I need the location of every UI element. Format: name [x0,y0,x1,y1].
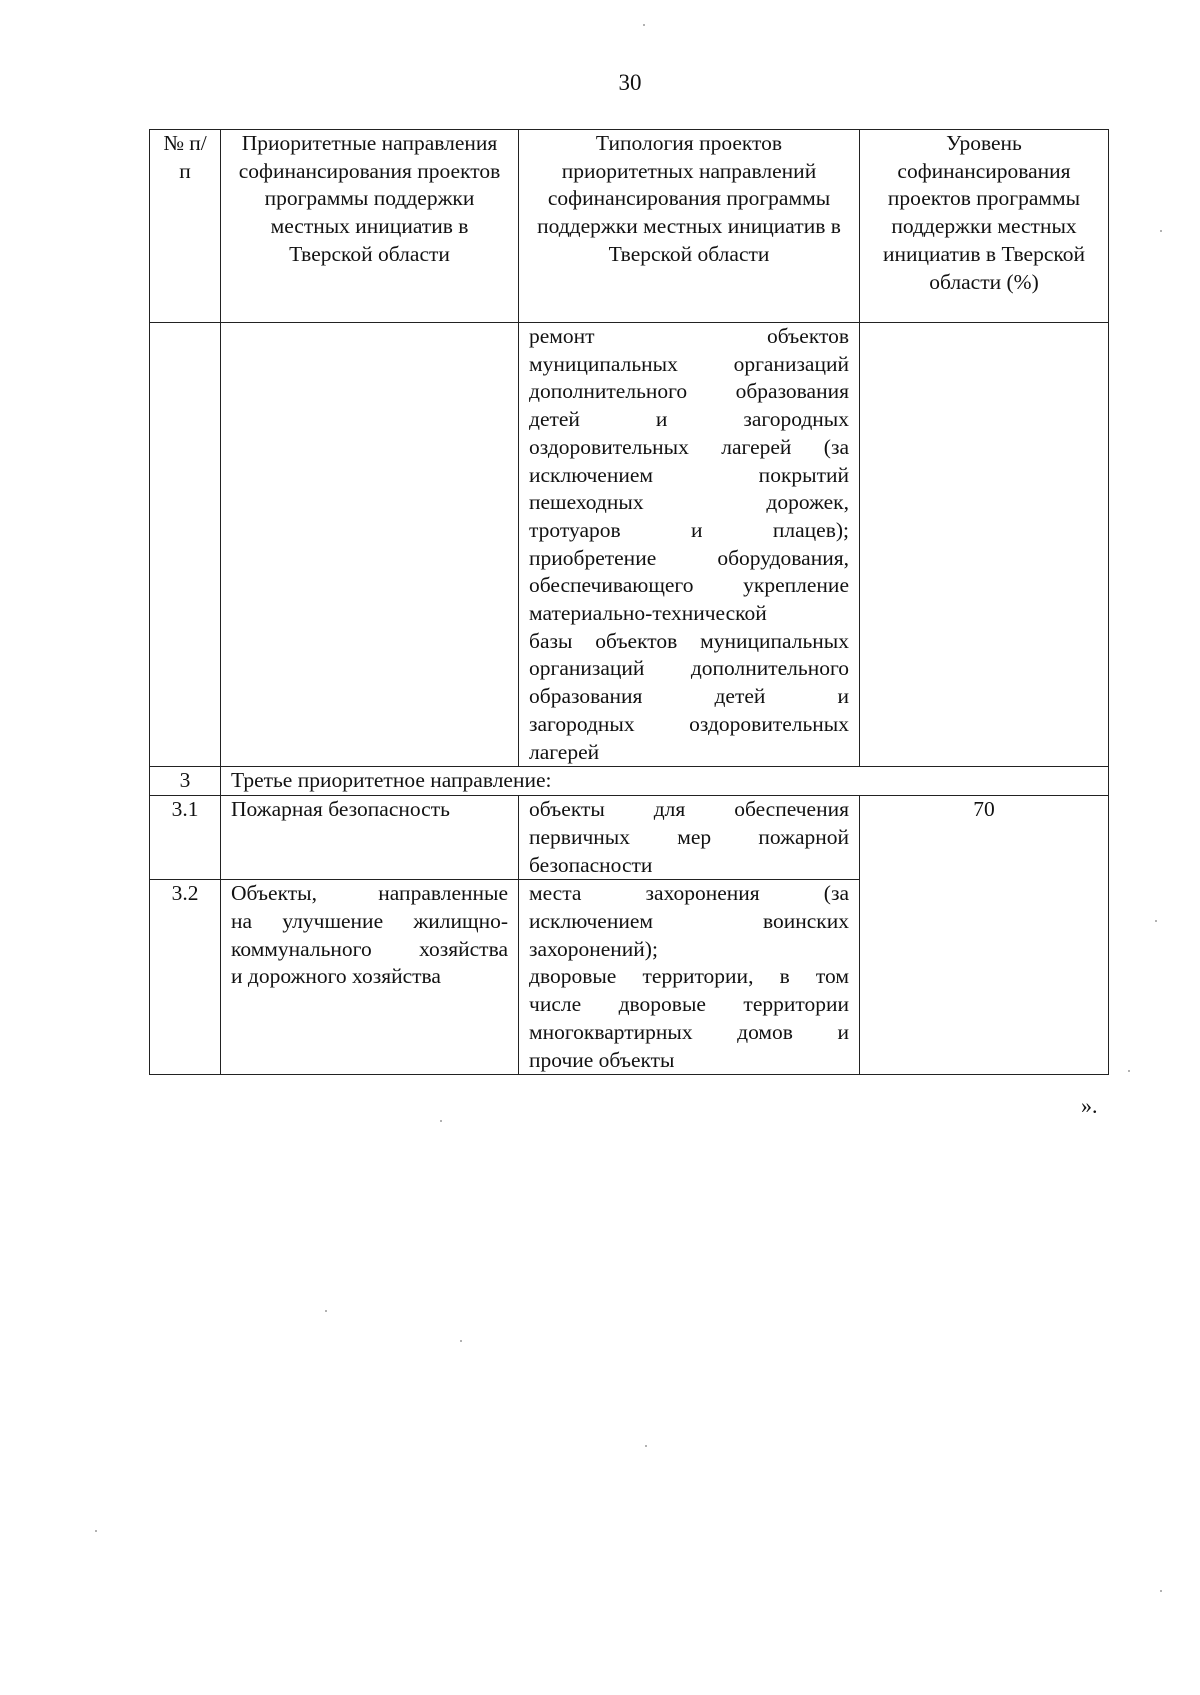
scan-speck [95,1530,97,1532]
typology-line: загородных оздоровительных [529,711,849,736]
section-title: Третье приоритетное направление: [221,767,1109,796]
typology-line: материально-технической [529,601,767,626]
header-direction: Приоритетные направления софинансирования проектов программы поддержки местных инициатив в Тверской области [221,130,519,323]
typology-line: дополнительного образования [529,379,849,404]
cont-num-cell [150,323,221,767]
direction-line: на улучшение жилищно- [231,909,508,934]
direction-line: Объекты, направленные [231,881,508,906]
closing-quote: ». [1081,1093,1098,1118]
typology-line: организаций дополнительного [529,656,849,681]
cont-typology-cell [519,323,860,767]
typology-line: оздоровительных лагерей (за [529,434,849,459]
typology-line: лагерей [529,739,600,764]
typology-line: первичных мер пожарной [529,824,849,849]
table-row-continuation [150,323,1109,767]
cofinancing-level-value: 70 [860,796,1109,1075]
header-num: № п/п [150,130,221,323]
typology-line: ремонт объектов [529,324,849,348]
typology-line: дворовые территории, в том [529,964,849,989]
scan-speck [1160,1590,1162,1592]
typology-line: тротуаров и плацев); [529,517,849,542]
scan-speck [460,1340,462,1342]
cont-level-cell [860,323,1109,767]
direction-line: и дорожного хозяйства [231,964,441,989]
typology-line: числе дворовые территории [529,992,849,1017]
row-num: 3.1 [150,796,221,880]
page-number: 30 [618,70,642,95]
header-typology: Типология проектов приоритетных направлений софинансирования программы поддержки местных инициатив в Тверской области [519,130,860,323]
table-header-row [150,130,1109,323]
cofinancing-table [149,129,1109,1075]
direction-line: коммунального хозяйства [231,936,508,961]
typology-line: муниципальных организаций [529,351,849,376]
row-direction [221,880,519,1075]
typology-line: обеспечивающего укрепление [529,573,849,598]
table-row-3-1 [150,796,1109,880]
row-direction: Пожарная безопасность [221,796,519,880]
scan-speck [1155,920,1157,922]
typology-line: исключением воинских [529,909,849,934]
row-typology [519,880,860,1075]
typology-line: безопасности [529,852,653,877]
table-row-section-3 [150,767,1109,796]
typology-line: образования детей и [529,684,849,709]
typology-line: объекты для обеспечения [529,797,849,822]
typology-line: пешеходных дорожек, [529,490,849,515]
typology-line: захоронений); [529,936,658,961]
typology-line: многоквартирных домов и [529,1019,849,1044]
header-level: Уровень софинансирования проектов программы поддержки местных инициатив в Тверской области (%) [860,130,1109,323]
scan-speck [1160,230,1162,232]
section-num: 3 [150,767,221,796]
scan-speck [325,1310,327,1312]
typology-line: детей и загородных [529,407,849,432]
scan-speck [643,24,645,26]
scan-speck [645,1445,647,1447]
typology-line: базы объектов муниципальных [529,628,849,653]
row-typology [519,796,860,880]
scan-speck [1128,1070,1130,1072]
cont-direction-cell [221,323,519,767]
typology-line: прочие объекты [529,1047,675,1072]
typology-line: исключением покрытий [529,462,849,487]
typology-line: приобретение оборудования, [529,545,849,570]
typology-line: места захоронения (за [529,881,849,906]
scan-speck [440,1120,442,1122]
row-num: 3.2 [150,880,221,1075]
